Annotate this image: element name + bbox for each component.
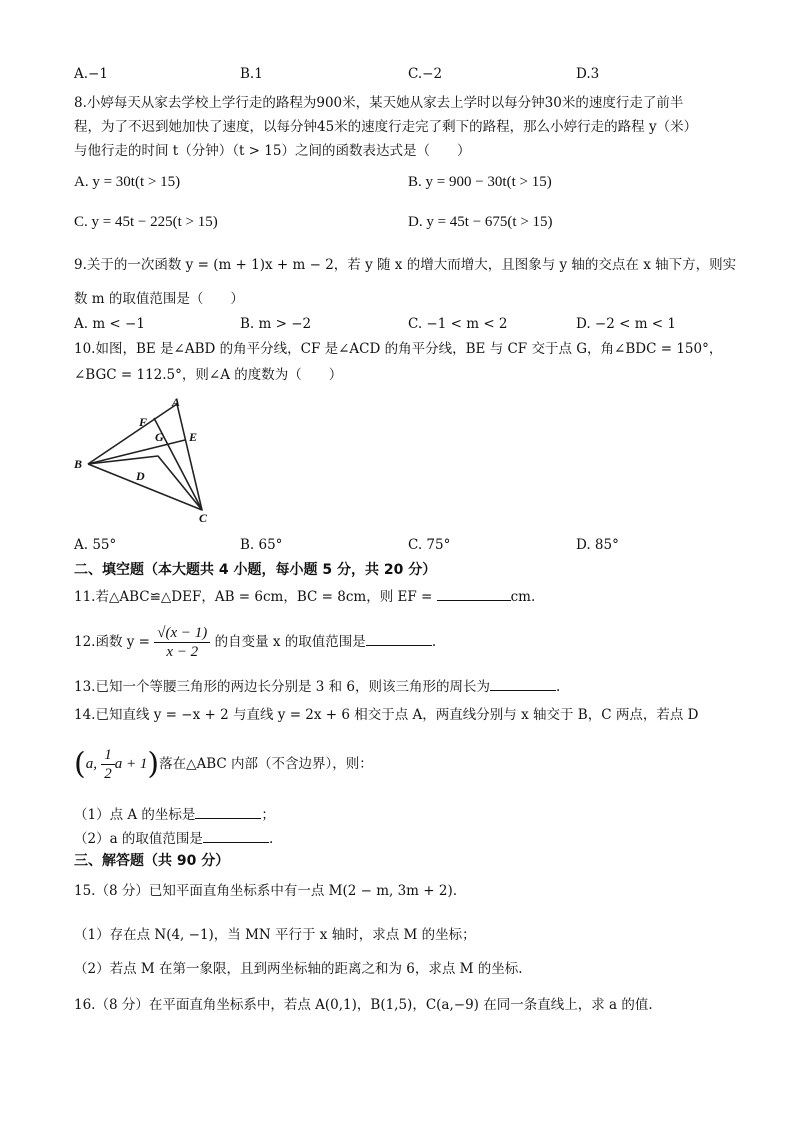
q12-numerator: √(x − 1) <box>154 624 210 643</box>
q12-denominator: x − 2 <box>166 644 199 660</box>
q7-option-c: C.−2 <box>408 66 443 82</box>
q14-sub-1-blank[interactable] <box>195 804 261 819</box>
q11-text: 11.若△ABC≌△DEF，AB = 6cm，BC = 8cm，则 EF = <box>74 589 433 605</box>
q8-line-2: 程，为了不迟到她加快了速度，以每分钟45米的速度行走完了剩下的路程，那么小婷行走的路程 y（米） <box>74 119 698 135</box>
q14-point-a: a, <box>85 756 97 772</box>
section-2-heading: 二、填空题（本大题共 4 小题，每小题 5 分，共 20 分） <box>74 562 437 578</box>
q9-option-b: B. m > −2 <box>240 316 312 332</box>
q14-line-2-text: 落在△ABC 内部（不含边界），则： <box>159 756 373 772</box>
q10-option-b: B. 65° <box>240 537 283 553</box>
q9-option-a: A. m < −1 <box>74 316 145 332</box>
q13-text: 13.已知一个等腰三角形的两边长分别是 3 和 6，则该三角形的周长为 <box>74 679 491 695</box>
q14-sub-1-text: （1）点 A 的坐标是 <box>74 807 196 823</box>
q14-line-1: 14.已知直线 y = −x + 2 与直线 y = 2x + 6 相交于点 A，两直线分别与 x 轴交于 B，C 两点，若点 D <box>74 707 699 723</box>
q14-denominator: 2 <box>104 766 112 782</box>
q8-line-3: 与他行走的时间 t（分钟）（t > 15）之间的函数表达式是（ ） <box>74 143 471 159</box>
section-3-heading: 三、解答题（共 90 分） <box>74 853 230 869</box>
q15-sub-1: （1）存在点 N(4, −1)，当 MN 平行于 x 轴时，求点 M 的坐标； <box>74 927 476 943</box>
q10-line-2: ∠BGC = 112.5°，则∠A 的度数为（ ） <box>74 367 343 383</box>
q9-line-2: 数 m 的取值范围是（ ） <box>74 291 244 307</box>
q8-option-b: B. y = 900 − 30t(t > 15) <box>408 174 552 190</box>
q14-sub-2 <box>74 828 273 848</box>
q7-option-b: B.1 <box>240 66 263 82</box>
q14-sub-1 <box>74 804 275 824</box>
q14-sub-2-end: . <box>268 831 274 847</box>
q12 <box>74 622 436 662</box>
q12-answer-blank[interactable] <box>366 631 432 646</box>
q9-line-1: 9.关于的一次函数 y = (m + 1)x + m − 2，若 y 随 x 的增大而增大，且图象与 y 轴的交点在 x 轴下方，则实 <box>74 257 737 273</box>
q10-option-a: A. 55° <box>74 537 117 553</box>
q8-option-d: D. y = 45t − 675(t > 15) <box>408 214 553 230</box>
q14-numerator: 1 <box>101 746 115 765</box>
q12-end: . <box>431 634 437 650</box>
q14-sub-2-blank[interactable] <box>203 828 269 843</box>
q10-label-b: B <box>74 457 83 471</box>
q9-option-c: C. −1 < m < 2 <box>408 316 508 332</box>
q8-option-c: C. y = 45t − 225(t > 15) <box>74 214 218 230</box>
q10-label-f: F <box>139 415 148 429</box>
q10-option-d: D. 85° <box>576 537 619 553</box>
q14-sub-2-text: （2）a 的取值范围是 <box>74 831 203 847</box>
q13 <box>74 676 560 696</box>
q14-point-rest: a + 1 <box>114 756 148 772</box>
q14-line-2 <box>74 744 373 785</box>
q10-label-c: C <box>199 511 208 525</box>
q8-line-1: 8.小婷每天从家去学校上学行走的路程为900米，某天她从家去上学时以每分钟30米的速度行走了前半 <box>74 95 684 111</box>
q16: 16.（8 分）在平面直角坐标系中，若点 A(0,1)，B(1,5)，C(a,−9) 在同一条直线上，求 a 的值. <box>74 997 653 1013</box>
q10-label-e: E <box>189 430 198 444</box>
q12-text: 12.函数 y = <box>74 634 150 650</box>
q14-paren-close: ) <box>147 746 160 782</box>
q7-option-d: D.3 <box>576 66 600 82</box>
q10-label-a: A <box>172 395 181 409</box>
q15-line-1: 15.（8 分）已知平面直角坐标系中有一点 M(2 − m, 3m + 2). <box>74 883 458 899</box>
q9-option-d: D. −2 < m < 1 <box>576 316 677 332</box>
q14-paren-open: ( <box>74 746 86 782</box>
q11 <box>74 586 535 606</box>
q11-answer-blank[interactable] <box>437 586 511 601</box>
q12-fraction <box>154 624 210 661</box>
q13-end: . <box>556 679 561 695</box>
q11-unit: cm. <box>510 589 536 605</box>
q10-label-g: G <box>155 430 164 444</box>
q10-triangle-figure <box>72 394 222 526</box>
q8-option-a: A. y = 30t(t > 15) <box>74 174 181 190</box>
q15-sub-2: （2）若点 M 在第一象限，且到两坐标轴的距离之和为 6，求点 M 的坐标. <box>74 961 523 977</box>
q13-answer-blank[interactable] <box>490 676 556 691</box>
q12-text-post: 的自变量 x 的取值范围是 <box>214 634 366 650</box>
q14-fraction <box>101 746 115 783</box>
q7-option-a: A.−1 <box>74 66 108 82</box>
q14-sub-1-end: ； <box>261 807 275 823</box>
q10-option-c: C. 75° <box>408 537 451 553</box>
q10-label-d: D <box>136 469 145 483</box>
q10-line-1: 10.如图，BE 是∠ABD 的角平分线，CF 是∠ACD 的角平分线，BE 与 CF 交于点 G，角∠BDC = 150°， <box>74 341 723 357</box>
